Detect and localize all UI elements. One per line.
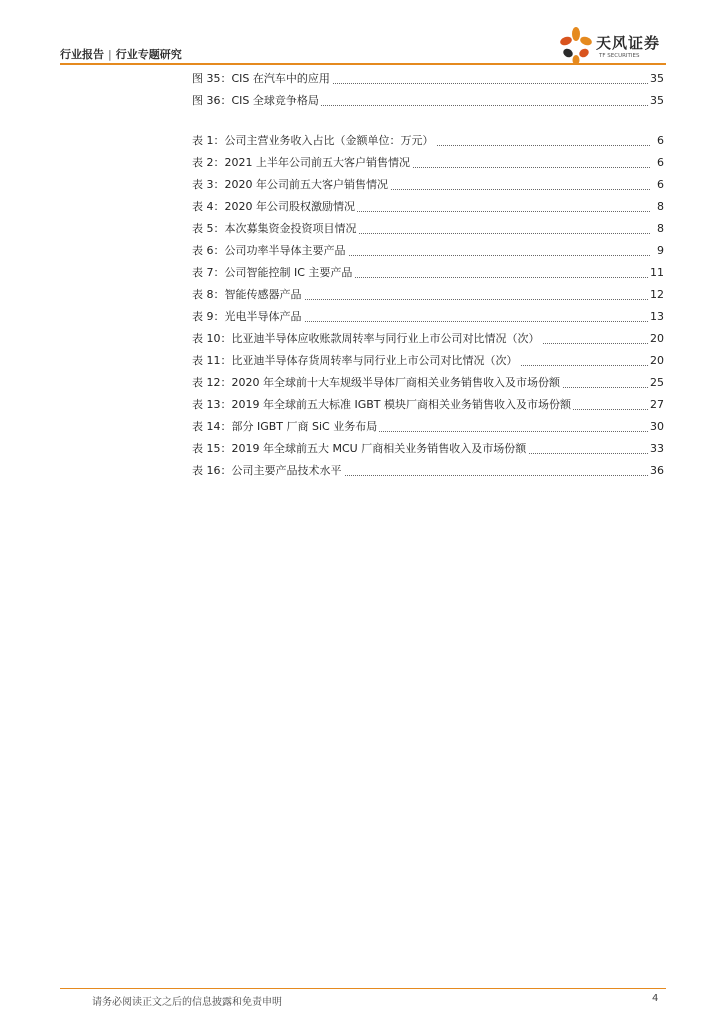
toc-entry-label: 表 8：智能传感器产品 <box>192 284 304 306</box>
toc-entry-label: 表 12：2020 年全球前十大车规级半导体厂商相关业务销售收入及市场份额 <box>192 372 562 394</box>
toc-entry-table-7[interactable] <box>192 262 664 284</box>
toc-entry-page: 30 <box>648 416 664 438</box>
toc-entry-label: 图 36：CIS 全球竞争格局 <box>192 90 321 112</box>
toc-entry-label: 表 9：光电半导体产品 <box>192 306 304 328</box>
logo-chinese-text: 天风证券 <box>596 34 661 52</box>
toc-entry-label: 表 10：比亚迪半导体应收账款周转率与同行业上市公司对比情况（次） <box>192 328 542 350</box>
toc-entry-page: 35 <box>648 90 664 112</box>
toc-entry-page: 6 <box>655 152 664 174</box>
toc-entry-label: 表 2：2021 上半年公司前五大客户销售情况 <box>192 152 412 174</box>
header-divider <box>60 63 666 65</box>
flower-logo-icon <box>556 24 596 68</box>
toc-entry-page: 27 <box>648 394 664 416</box>
toc-entry-label: 表 7：公司智能控制 IC 主要产品 <box>192 262 354 284</box>
toc-entry-table-8[interactable] <box>192 284 664 306</box>
toc-entry-page: 36 <box>648 460 664 482</box>
toc-entry-page: 33 <box>648 438 664 460</box>
category-label: 行业报告 <box>60 48 104 61</box>
toc-entry-table-13[interactable] <box>192 394 664 416</box>
toc-entry-label: 表 6：公司功率半导体主要产品 <box>192 240 348 262</box>
toc-entry-figure-36[interactable] <box>192 90 664 112</box>
toc-entry-table-14[interactable] <box>192 416 664 438</box>
toc-entry-label: 图 35：CIS 在汽车中的应用 <box>192 68 332 90</box>
toc-entry-label: 表 16：公司主要产品技术水平 <box>192 460 344 482</box>
tf-securities-logo <box>556 24 666 68</box>
toc-entry-page: 35 <box>648 68 664 90</box>
toc-entry-table-16[interactable] <box>192 460 664 482</box>
toc-entry-page: 8 <box>655 218 664 240</box>
toc-entry-table-12[interactable] <box>192 372 664 394</box>
toc-entry-page: 20 <box>648 350 664 372</box>
toc-entry-page: 6 <box>655 130 664 152</box>
page-number: 4 <box>652 993 659 1004</box>
toc-entry-page: 12 <box>648 284 664 306</box>
toc-entry-label: 表 14：部分 IGBT 厂商 SiC 业务布局 <box>192 416 379 438</box>
subcategory-label: 行业专题研究 <box>115 48 182 61</box>
toc-entry-table-2[interactable] <box>192 152 664 174</box>
table-of-contents <box>192 68 664 482</box>
toc-entry-label: 表 13：2019 年全球前五大标准 IGBT 模块厂商相关业务销售收入及市场份额 <box>192 394 573 416</box>
toc-entry-label: 表 5：本次募集资金投资项目情况 <box>192 218 359 240</box>
header-separator: | <box>108 48 112 61</box>
toc-entry-page: 9 <box>655 240 664 262</box>
toc-entry-table-4[interactable] <box>192 196 664 218</box>
toc-entry-table-9[interactable] <box>192 306 664 328</box>
toc-entry-page: 6 <box>655 174 664 196</box>
footer-divider <box>60 988 666 989</box>
toc-entry-label: 表 1：公司主营业务收入占比（金额单位：万元） <box>192 130 436 152</box>
toc-entry-table-6[interactable] <box>192 240 664 262</box>
toc-entry-table-3[interactable] <box>192 174 664 196</box>
toc-entry-table-10[interactable] <box>192 328 664 350</box>
toc-entry-page: 8 <box>655 196 664 218</box>
toc-entry-figure-35[interactable] <box>192 68 664 90</box>
toc-entry-table-15[interactable] <box>192 438 664 460</box>
report-category <box>60 46 182 62</box>
footer-disclaimer: 请务必阅读正文之后的信息披露和免责申明 <box>92 997 282 1008</box>
toc-entry-page: 20 <box>648 328 664 350</box>
toc-entry-label: 表 15：2019 年全球前五大 MCU 厂商相关业务销售收入及市场份额 <box>192 438 528 460</box>
logo-english-text: TF SECURITIES <box>599 53 640 59</box>
section-gap <box>192 112 664 130</box>
toc-entry-label: 表 4：2020 年公司股权激励情况 <box>192 196 357 218</box>
toc-entry-page: 11 <box>648 262 664 284</box>
toc-entry-table-11[interactable] <box>192 350 664 372</box>
toc-entry-page: 13 <box>648 306 664 328</box>
toc-entry-label: 表 11：比亚迪半导体存货周转率与同行业上市公司对比情况（次） <box>192 350 520 372</box>
toc-entry-table-5[interactable] <box>192 218 664 240</box>
toc-entry-page: 25 <box>648 372 664 394</box>
toc-entry-label: 表 3：2020 年公司前五大客户销售情况 <box>192 174 390 196</box>
toc-entry-table-1[interactable] <box>192 130 664 152</box>
